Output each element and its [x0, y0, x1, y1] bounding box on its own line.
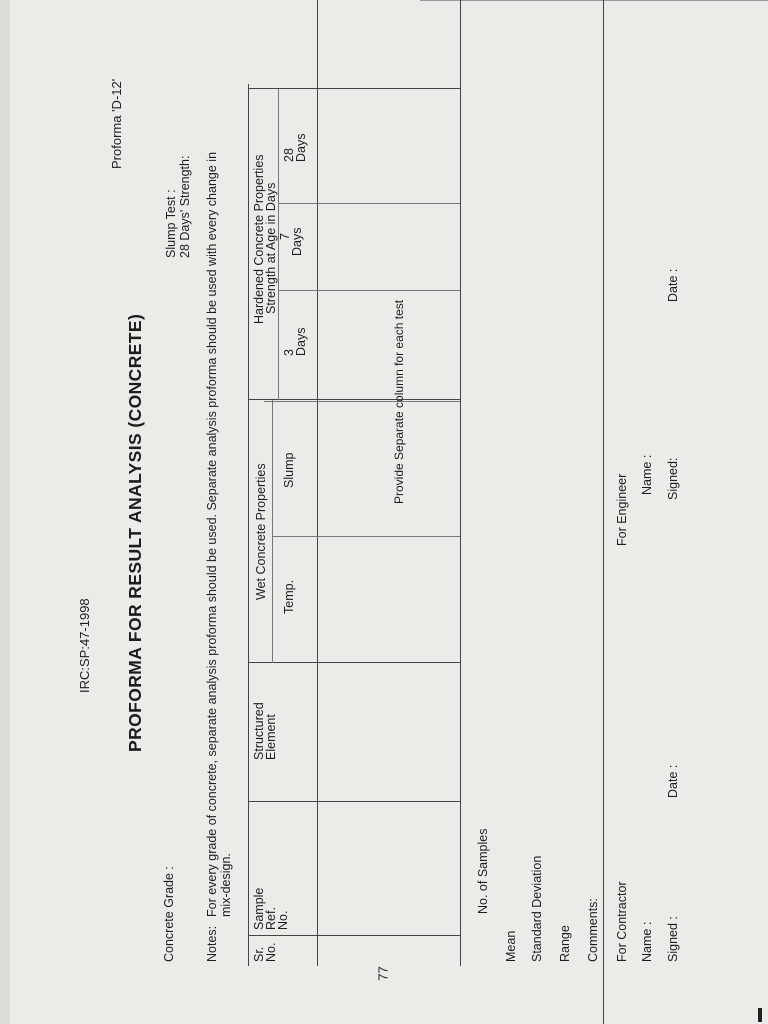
hardened-concrete-group-header: Hardened Concrete Properties: [252, 154, 266, 324]
engineer-date-label: Date :: [666, 268, 680, 302]
notes-text-line2: mix-design.: [219, 853, 233, 917]
col-divider-3: [248, 662, 460, 663]
slump-test-label: Slump Test :: [164, 189, 178, 258]
summary-no-of-samples: No. of Samples: [476, 828, 490, 914]
summary-standard-deviation: Standard Deviation: [530, 855, 544, 962]
header-bottom-line: [317, 0, 318, 966]
structured-element-header-2: Element: [264, 714, 278, 760]
strength-28-label: 28 Days' Strength:: [178, 155, 192, 258]
temp-slump-divider: [272, 536, 460, 537]
engineer-heading: For Engineer: [615, 473, 629, 546]
engineer-signed-label: Signed:: [666, 457, 680, 500]
col-divider-4: [248, 399, 460, 400]
concrete-grade-label: Concrete Grade :: [162, 866, 176, 962]
structured-element-header-1: Structured: [252, 702, 266, 760]
sample-ref-header-2: Ref.: [264, 907, 278, 930]
day-7-header-num: 7: [278, 233, 292, 240]
contractor-heading: For Contractor: [615, 881, 629, 962]
engineer-name-label: Name :: [640, 454, 654, 495]
summary-mean: Mean: [504, 930, 518, 962]
days-7-28-divider: [278, 203, 460, 204]
col-divider-2: [248, 801, 460, 802]
slump-header: Slump: [282, 452, 296, 488]
sample-ref-header-1: Sample: [252, 887, 266, 930]
summary-comments: Comments:: [586, 898, 600, 962]
table-right-border: [248, 88, 460, 89]
day-7-header-label: Days: [290, 227, 304, 256]
page-number: 77: [375, 966, 391, 981]
document-title: PROFORMA FOR RESULT ANALYSIS (CONCRETE): [125, 313, 145, 752]
sr-no-header-2: No.: [264, 942, 278, 962]
summary-range: Range: [558, 925, 572, 962]
temp-header: Temp.: [282, 579, 296, 614]
hardened-group-underline: [278, 89, 279, 400]
notes-label: Notes:: [205, 925, 219, 962]
col-divider-1: [248, 935, 460, 936]
contractor-name-label: Name :: [640, 921, 654, 962]
day-28-header-label: Days: [294, 133, 308, 162]
sr-no-header-1: Sr.: [252, 946, 266, 962]
standard-reference: IRC:SP:47-1998: [77, 598, 92, 693]
day-28-header-num: 28: [282, 148, 296, 162]
sample-ref-header-3: No.: [276, 910, 290, 930]
summary-bottom-line: [603, 0, 604, 1024]
body-bottom-line: [460, 0, 461, 966]
separate-column-note: Provide Separate column for each test: [392, 299, 406, 504]
wet-concrete-group-header: Wet Concrete Properties: [254, 463, 268, 600]
proforma-label: Proforma 'D-12': [109, 78, 124, 169]
wet-group-underline: [272, 400, 273, 663]
contractor-date-label: Date :: [666, 764, 680, 798]
strength-age-header: Strength at Age in Days: [264, 182, 278, 314]
col-divider-4b: [264, 401, 460, 402]
table-top-border: [248, 84, 249, 966]
day-3-header-num: 3: [282, 349, 296, 356]
notes-text-line1: For every grade of concrete, separate analysis proforma should be used. Separate analysis proforma should be used with every change in: [205, 151, 219, 917]
day-3-header-label: Days: [294, 327, 308, 356]
contractor-signed-label: Signed :: [666, 916, 680, 962]
days-3-7-divider: [278, 290, 460, 291]
